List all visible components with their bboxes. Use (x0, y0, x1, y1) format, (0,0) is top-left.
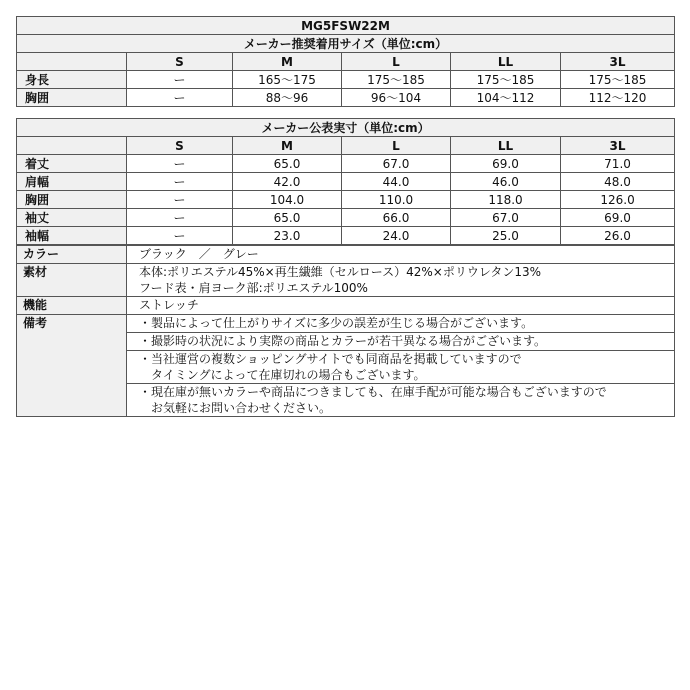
info-row-notes (17, 315, 675, 333)
table-row (17, 209, 675, 227)
table-cell: 71.0 (561, 155, 675, 173)
table-cell: 26.0 (561, 227, 675, 245)
notes-label: 備考 (17, 315, 127, 417)
row-label-chest: 胸囲 (17, 191, 127, 209)
note-item (127, 384, 675, 417)
size-recommendation-table (16, 16, 675, 107)
header-corner (17, 53, 127, 71)
table-cell: ー (127, 227, 233, 245)
note-item (127, 351, 675, 384)
measure-table-header-row (17, 137, 675, 155)
header-size-ll: LL (451, 137, 561, 155)
table-cell: 48.0 (561, 173, 675, 191)
material-line: 本体:ポリエステル45%×再生繊維（セルロース）42%×ポリウレタン13% (139, 265, 542, 279)
table-cell: ー (127, 209, 233, 227)
header-size-ll: LL (451, 53, 561, 71)
table-cell: 112～120 (561, 89, 675, 107)
table-cell: 110.0 (342, 191, 451, 209)
header-size-s: S (127, 53, 233, 71)
table-cell: 118.0 (451, 191, 561, 209)
header-size-m: M (233, 53, 342, 71)
row-label-sleeve-width: 袖幅 (17, 227, 127, 245)
table-cell: 65.0 (233, 209, 342, 227)
table-cell: 65.0 (233, 155, 342, 173)
table-cell: 104～112 (451, 89, 561, 107)
table-cell: 44.0 (342, 173, 451, 191)
info-row-feature (17, 297, 675, 315)
table-cell: 46.0 (451, 173, 561, 191)
table-cell: 25.0 (451, 227, 561, 245)
table-row (17, 71, 675, 89)
table-cell: 42.0 (233, 173, 342, 191)
row-label-sleeve-length: 袖丈 (17, 209, 127, 227)
header-size-s: S (127, 137, 233, 155)
table-cell: 175～185 (342, 71, 451, 89)
model-code: MG5FSW22M (17, 17, 675, 35)
table-cell: 24.0 (342, 227, 451, 245)
table-cell: 69.0 (451, 155, 561, 173)
table-cell: 88～96 (233, 89, 342, 107)
row-label-length: 着丈 (17, 155, 127, 173)
table-row (17, 227, 675, 245)
measure-table-title: メーカー公表実寸（単位:cm） (17, 119, 675, 137)
note-item (127, 333, 675, 351)
note-line: ・撮影時の状況により実際の商品とカラーが若干異なる場合がございます。 (139, 334, 547, 348)
table-cell: ー (127, 71, 233, 89)
note-line: ・製品によって仕上がりサイズに多少の誤差が生じる場合がございます。 (139, 316, 534, 330)
table-cell: 175～185 (451, 71, 561, 89)
info-row-material (17, 264, 675, 297)
header-size-l: L (342, 53, 451, 71)
header-size-3l: 3L (561, 53, 675, 71)
row-label-height: 身長 (17, 71, 127, 89)
note-line: お気軽にお問い合わせください。 (139, 401, 332, 415)
size-table-header-row (17, 53, 675, 71)
table-cell: ー (127, 89, 233, 107)
row-label-chest: 胸囲 (17, 89, 127, 107)
row-label-shoulder: 肩幅 (17, 173, 127, 191)
header-corner (17, 137, 127, 155)
table-cell: 104.0 (233, 191, 342, 209)
material-label: 素材 (17, 264, 127, 297)
table-row (17, 191, 675, 209)
table-cell: 67.0 (342, 155, 451, 173)
header-size-l: L (342, 137, 451, 155)
material-value (127, 264, 675, 297)
table-cell: 23.0 (233, 227, 342, 245)
color-value: ブラック ／ グレー (127, 246, 675, 264)
feature-value: ストレッチ (127, 297, 675, 315)
header-size-m: M (233, 137, 342, 155)
header-size-3l: 3L (561, 137, 675, 155)
table-cell: 96～104 (342, 89, 451, 107)
material-line: フード表・肩ヨーク部:ポリエステル100% (139, 281, 368, 295)
table-row (17, 173, 675, 191)
table-cell: 175～185 (561, 71, 675, 89)
table-cell: 165～175 (233, 71, 342, 89)
note-line: ・当社運営の複数ショッピングサイトでも同商品を掲載していますので (139, 352, 522, 366)
table-row (17, 155, 675, 173)
table-cell: 67.0 (451, 209, 561, 227)
measurement-table (16, 118, 675, 245)
table-cell: 66.0 (342, 209, 451, 227)
product-info-table (16, 245, 675, 417)
table-cell: 126.0 (561, 191, 675, 209)
table-cell: 69.0 (561, 209, 675, 227)
feature-label: 機能 (17, 297, 127, 315)
table-cell: ー (127, 155, 233, 173)
info-row-color (17, 246, 675, 264)
color-label: カラー (17, 246, 127, 264)
note-line: タイミングによって在庫切れの場合もございます。 (139, 368, 426, 382)
table-row (17, 89, 675, 107)
table-cell: ー (127, 173, 233, 191)
note-line: ・現在庫が無いカラーや商品につきましても、在庫手配が可能な場合もございますので (139, 385, 607, 399)
table-cell: ー (127, 191, 233, 209)
size-table-title: メーカー推奨着用サイズ（単位:cm） (17, 35, 675, 53)
note-item (127, 315, 675, 333)
